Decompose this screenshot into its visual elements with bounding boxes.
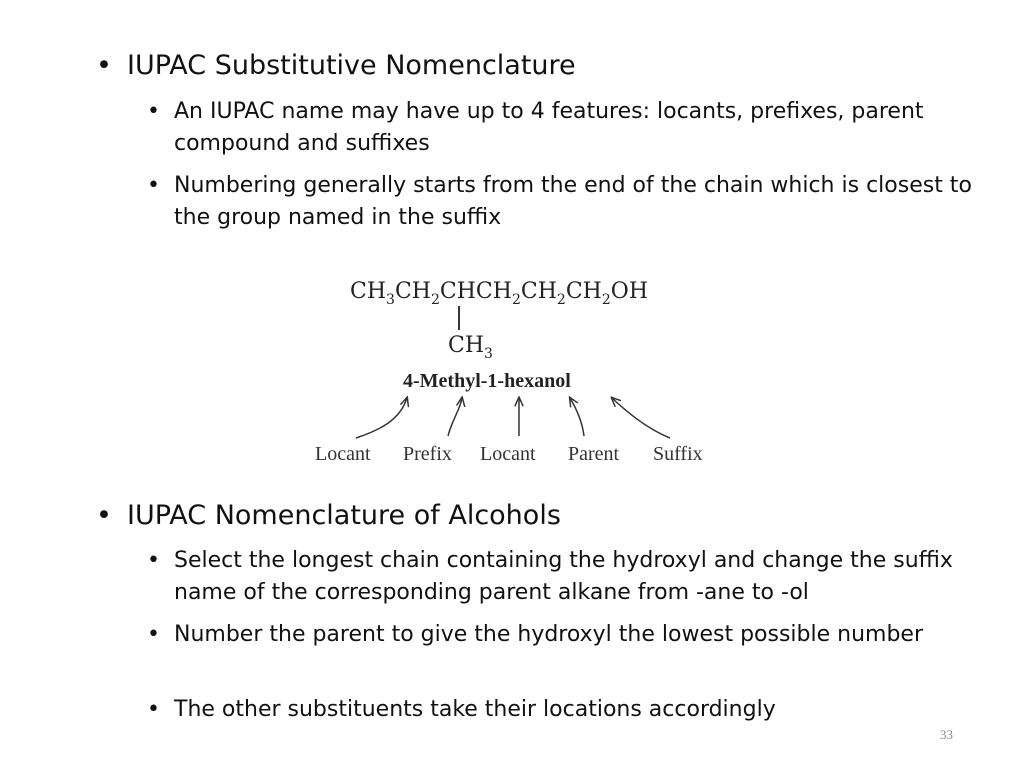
- structural-formula: CH3CH2CHCH2CH2CH2OH: [350, 279, 649, 308]
- bullet-text: The other substituents take their locations accordingly: [174, 697, 776, 722]
- section2-bullet-3: [147, 694, 997, 726]
- section2-bullet-1: [147, 545, 997, 609]
- bullet-text: Numbering generally starts from the end of the chain which is closest to the group named in the suffix: [174, 173, 972, 230]
- label-locant-2: Locant: [480, 443, 536, 465]
- section1-bullet-2: [147, 170, 997, 234]
- arrow-suffix: [612, 398, 670, 438]
- label-parent: Parent: [568, 443, 620, 465]
- bullet-icon: •: [96, 50, 112, 81]
- bullet-icon: •: [147, 697, 160, 722]
- bullet-icon: •: [147, 622, 160, 647]
- arrow-parent: [570, 398, 584, 436]
- label-prefix: Prefix: [403, 443, 452, 465]
- arrow-prefix: [448, 398, 462, 436]
- section2-title: IUPAC Nomenclature of Alcohols: [127, 500, 561, 531]
- bullet-text: Number the parent to give the hydroxyl the lowest possible number: [174, 622, 923, 647]
- bullet-text: Select the longest chain containing the hydroxyl and change the suffix name of the corresponding parent alkane from -ane to -ol: [174, 548, 953, 605]
- section1-title: IUPAC Substitutive Nomenclature: [127, 50, 576, 81]
- bullet-icon: •: [147, 548, 160, 573]
- compound-name: 4-Methyl-1-hexanol: [403, 370, 571, 392]
- nomenclature-diagram: [300, 270, 750, 470]
- bullet-text: An IUPAC name may have up to 4 features: locants, prefixes, parent compound and suffixes: [174, 99, 924, 156]
- bullet-icon: •: [147, 99, 160, 124]
- section2-bullet-2: [147, 619, 997, 651]
- bullet-icon: •: [96, 500, 112, 531]
- label-suffix: Suffix: [653, 443, 703, 465]
- section1-bullet-1: [147, 96, 997, 160]
- label-locant-1: Locant: [315, 443, 371, 465]
- bullet-icon: •: [147, 173, 160, 198]
- branch-methyl: CH3: [448, 333, 493, 362]
- slide-number: 33: [940, 727, 953, 742]
- arrow-locant-1: [356, 398, 407, 438]
